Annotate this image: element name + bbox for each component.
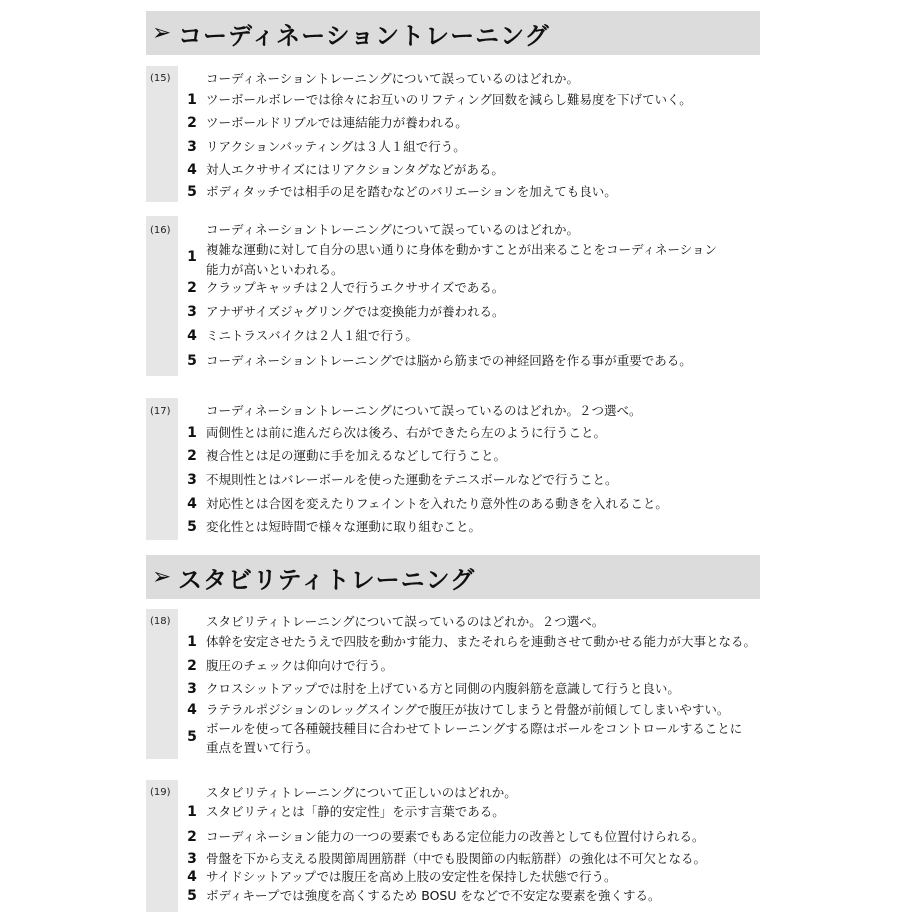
choice-item	[178, 517, 481, 537]
choice-number: 3	[187, 851, 197, 867]
choice-item	[178, 849, 706, 869]
question-gutter	[146, 66, 178, 202]
choice-text: ツーボールドリブルでは連結能力が養われる。	[206, 115, 468, 130]
choice-item	[178, 351, 692, 371]
section-title: スタビリティトレーニング	[178, 565, 476, 594]
question-number: (19)	[150, 787, 171, 798]
choice-item	[178, 717, 758, 759]
choice-item	[178, 238, 758, 280]
question-number: (16)	[150, 225, 171, 236]
section-header-coordination	[146, 11, 760, 55]
choice-text: コーディネーショントレーニングでは脳から筋までの神経回路を作る事が重要である。	[206, 353, 692, 368]
choice-text: サイドシットアップでは腹圧を高め上肢の安定性を保持した状態で行う。	[206, 869, 617, 884]
question-prompt: コーディネーショントレーニングについて誤っているのはどれか。	[206, 222, 580, 237]
choice-number: 1	[187, 634, 197, 650]
choice-text: アナザサイズジャグリングでは変換能力が養われる。	[206, 304, 505, 319]
choice-number: 5	[187, 184, 197, 200]
section-title: コーディネーショントレーニング	[178, 21, 550, 50]
question-gutter	[146, 780, 178, 912]
choice-text: ボールを使って各種競技種目に合わせてトレーニングする際はボールをコントロールすることに	[206, 721, 743, 736]
choice-item	[178, 470, 618, 490]
choice-item	[178, 160, 504, 180]
choice-number: 3	[187, 681, 197, 697]
choice-item	[178, 302, 505, 322]
question-number: (18)	[150, 616, 171, 627]
choice-number: 4	[187, 869, 197, 885]
choice-text: ボディキープでは強度を高くするため BOSU をなどで不安定な要素を強くする。	[206, 888, 661, 903]
choice-number: 4	[187, 496, 197, 512]
choice-number: 5	[187, 353, 197, 369]
question-prompt: コーディネーショントレーニングについて誤っているのはどれか。２つ選べ。	[206, 403, 642, 418]
choice-item	[178, 278, 504, 298]
question-gutter	[146, 398, 178, 540]
choice-number: 4	[187, 328, 197, 344]
choice-text: コーディネーション能力の一つの要素でもある定位能力の改善としても位置付けられる。	[206, 829, 705, 844]
choice-text-continued: 能力が高いといわれる。	[206, 262, 344, 277]
choice-item	[178, 446, 506, 466]
choice-number: 3	[187, 304, 197, 320]
question-prompt: スタビリティトレーニングについて誤っているのはどれか。２つ選べ。	[206, 614, 605, 629]
choice-number: 4	[187, 162, 197, 178]
choice-text: 骨盤を下から支える股関節周囲筋群（中でも股関節の内転筋群）の強化は不可欠となる。	[206, 851, 707, 866]
choice-text: スタビリティとは「静的安定性」を示す言葉である。	[206, 804, 505, 819]
choice-number: 2	[187, 448, 197, 464]
choice-text: 両側性とは前に進んだら次は後ろ、右ができたら左のように行うこと。	[206, 425, 607, 440]
choice-item	[178, 137, 466, 157]
choice-text: クロスシットアップでは肘を上げている方と同側の内腹斜筋を意識して行うと良い。	[206, 681, 680, 696]
arrow-icon: ➢	[152, 564, 172, 590]
choice-text: ラテラルポジションのレッグスイングで腹圧が抜けてしまうと骨盤が前傾してしまいやすい。	[206, 702, 730, 717]
question-number: (15)	[150, 73, 171, 84]
choice-number: 2	[187, 829, 197, 845]
choice-text: 複雑な運動に対して自分の思い通りに身体を動かすことが出来ることをコーディネーション	[206, 242, 718, 257]
choice-number: 1	[187, 425, 197, 441]
choice-item	[178, 494, 668, 514]
choice-number: 5	[187, 888, 197, 904]
choice-number: 1	[187, 92, 197, 108]
choice-text: 対人エクササイズにはリアクションタグなどがある。	[206, 162, 504, 177]
question-block-17	[146, 398, 760, 540]
choice-number: 4	[187, 702, 197, 718]
choice-text: 対応性とは合図を変えたりフェイントを入れたり意外性のある動きを入れること。	[206, 496, 668, 511]
choice-number: 5	[187, 519, 197, 535]
question-gutter	[146, 216, 178, 376]
question-block-16	[146, 216, 760, 376]
choice-text: 不規則性とはバレーボールを使った運動をテニスボールなどで行うこと。	[206, 472, 618, 487]
choice-text-continued: 重点を置いて行う。	[206, 740, 319, 755]
choice-item	[178, 679, 680, 699]
section-header-stability	[146, 555, 760, 599]
question-prompt: コーディネーショントレーニングについて誤っているのはどれか。	[206, 71, 580, 86]
choice-item	[178, 632, 756, 652]
choice-item	[178, 90, 692, 110]
choice-item	[178, 886, 660, 906]
choice-item	[178, 827, 705, 847]
arrow-icon: ➢	[152, 20, 172, 46]
question-gutter	[146, 609, 178, 759]
choice-number: 3	[187, 139, 197, 155]
question-block-15	[146, 66, 760, 202]
choice-item	[178, 182, 617, 202]
question-prompt: スタビリティトレーニングについて正しいのはどれか。	[206, 785, 517, 800]
choice-text: 腹圧のチェックは仰向けで行う。	[206, 658, 394, 673]
choice-item	[178, 326, 418, 346]
choice-text: ボディタッチでは相手の足を踏むなどのバリエーションを加えても良い。	[206, 184, 617, 199]
question-number: (17)	[150, 406, 171, 417]
choice-number: 2	[187, 115, 197, 131]
choice-item	[178, 656, 393, 676]
choice-number: 2	[187, 280, 197, 296]
choice-item	[178, 113, 468, 133]
choice-number: 1	[187, 804, 197, 820]
choice-text: ツーボールボレーでは徐々にお互いのリフティング回数を減らし難易度を下げていく。	[206, 92, 692, 107]
choice-number: 3	[187, 472, 197, 488]
choice-item	[178, 423, 606, 443]
choice-text: ミニトラスバイクは２人１組で行う。	[206, 328, 418, 343]
choice-item	[178, 867, 617, 887]
choice-number: 2	[187, 658, 197, 674]
choice-text: 複合性とは足の運動に手を加えるなどして行うこと。	[206, 448, 507, 463]
choice-number: 1	[187, 249, 197, 265]
choice-text: 変化性とは短時間で様々な運動に取り組むこと。	[206, 519, 482, 534]
question-block-19	[146, 780, 760, 912]
question-block-18	[146, 609, 760, 759]
choice-text: クラップキャッチは２人で行うエクササイズである。	[206, 280, 505, 295]
choice-text: リアクションバッティングは３人１組で行う。	[206, 139, 466, 154]
choice-item	[178, 802, 505, 822]
choice-number: 5	[187, 729, 197, 745]
choice-text: 体幹を安定させたうえで四肢を動かす能力、またそれらを連動させて動かせる能力が大事となる。	[206, 634, 757, 649]
